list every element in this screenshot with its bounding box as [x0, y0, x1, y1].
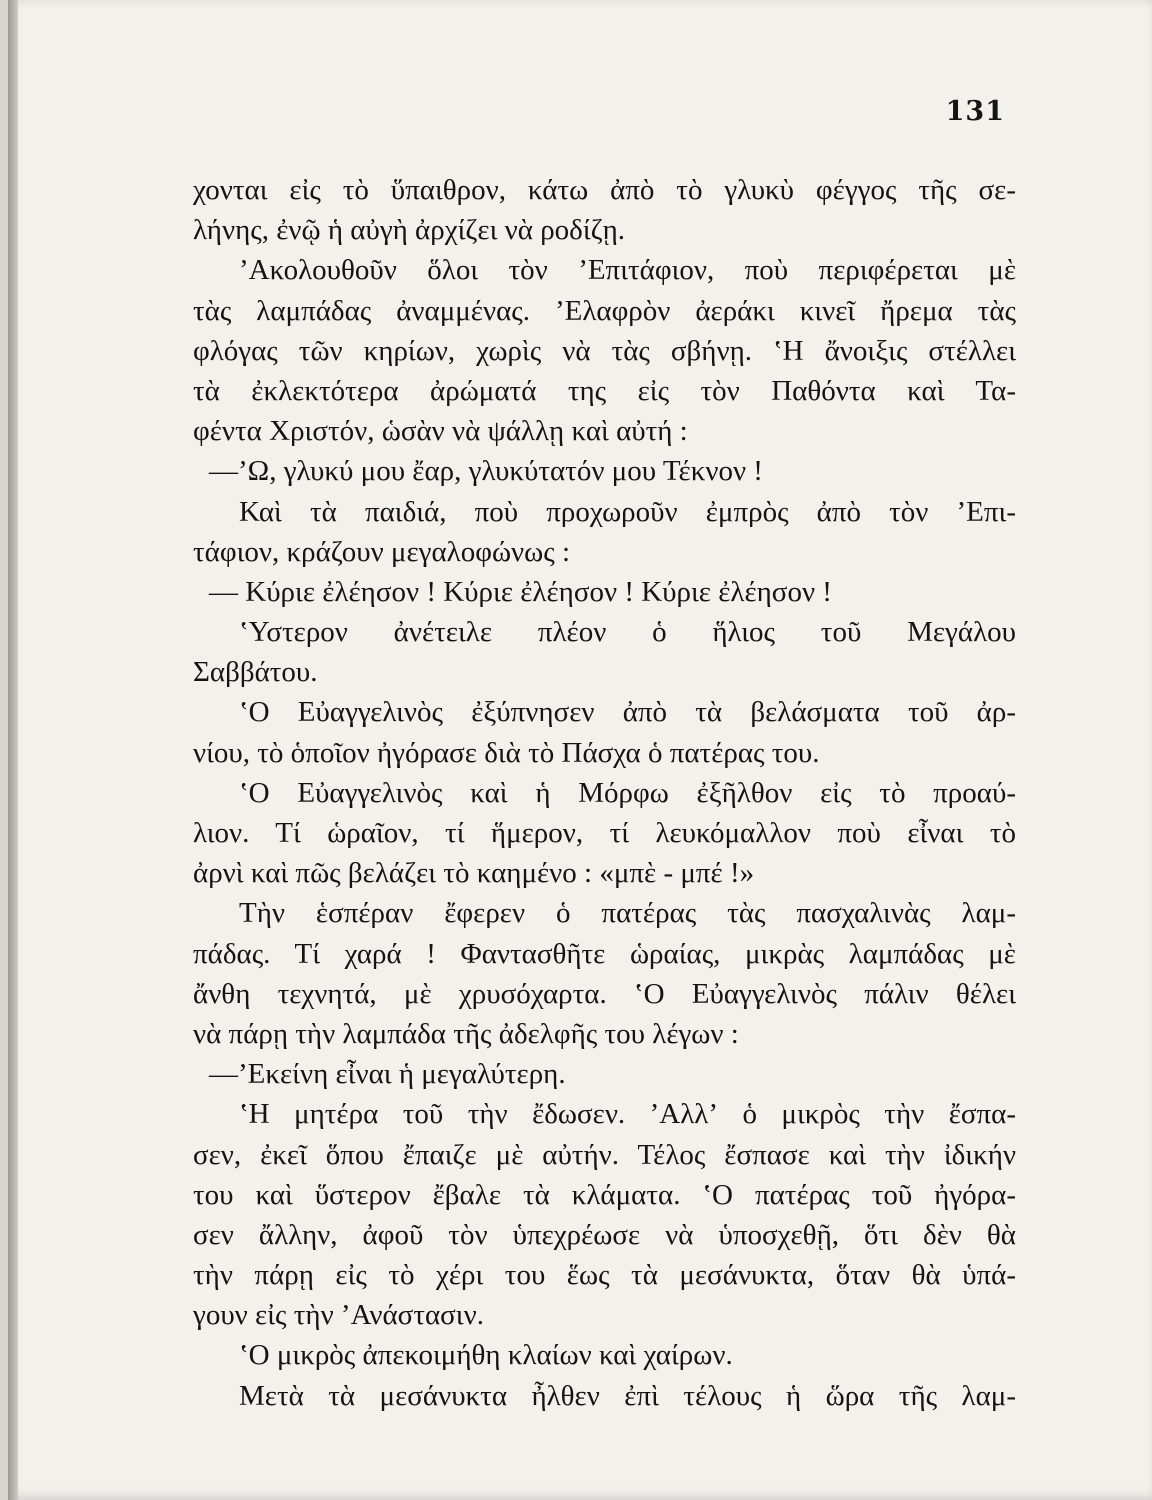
text-line: τὴν πάρῃ εἰς τὸ χέρι του ἕως τὰ μεσάνυκτα, ὅταν θὰ ὑπά- — [193, 1259, 1016, 1292]
text-line: —ʼΕκείνη εἶναι ἡ μεγαλύτερη. — [209, 1058, 566, 1091]
text-line: τὰ ἐκλεκτότερα ἀρώματά της εἰς τὸν Παθόντα καὶ Τα- — [193, 374, 1016, 407]
text-line: Μετὰ τὰ μεσάνυκτα ἦλθεν ἐπὶ τέλους ἡ ὥρα τῆς λαμ- — [239, 1379, 1016, 1412]
book-page — [8, 0, 1152, 1500]
text-line: πάδας. Τί χαρά ! Φαντασθῆτε ὡραίας, μικρὰς λαμπάδας μὲ — [193, 937, 1016, 970]
text-line: σεν ἄλλην, ἀφοῦ τὸν ὑπεχρέωσε νὰ ὑποσχεθῇ, ὅτι δὲν θὰ — [193, 1218, 1016, 1251]
text-line: ἄνθη τεχνητά, μὲ χρυσόχαρτα. ʽΟ Εὐαγγελινὸς πάλιν θέλει — [193, 977, 1016, 1010]
text-line: νὰ πάρῃ τὴν λαμπάδα τῆς ἀδελφῆς του λέγων : — [193, 1017, 739, 1050]
page-number: 131 — [945, 96, 1005, 127]
text-line: ʽΟ Εὐαγγελινὸς ἐξύπνησεν ἀπὸ τὰ βελάσματα τοῦ ἀρ- — [239, 696, 1016, 729]
text-line: —ʼΩ, γλυκύ μου ἔαρ, γλυκύτατόν μου Τέκνον ! — [209, 455, 763, 488]
text-line: ʽΟ μικρὸς ἀπεκοιμήθη κλαίων καὶ χαίρων. — [239, 1339, 733, 1372]
text-line: φέντα Χριστόν, ὡσὰν νὰ ψάλλῃ καὶ αὐτή : — [193, 415, 688, 448]
text-line: ἀρνὶ καὶ πῶς βελάζει τὸ καημένο : «μπὲ - μπέ !» — [193, 857, 755, 890]
text-line: Σαββάτου. — [193, 656, 318, 689]
text-line: τάφιον, κράζουν μεγαλοφώνως : — [193, 535, 571, 568]
text-line: του καὶ ὕστερον ἔβαλε τὰ κλάματα. ʽΟ πατέρας τοῦ ἠγόρα- — [193, 1178, 1016, 1211]
text-line: φλόγας τῶν κηρίων, χωρὶς νὰ τὰς σβήνῃ. ʽΗ ἄνοιξις στέλλει — [193, 334, 1016, 367]
text-line: Καὶ τὰ παιδιά, ποὺ προχωροῦν ἐμπρὸς ἀπὸ τὸν ʼΕπι- — [239, 495, 1016, 528]
text-line: λήνης, ἐνῷ ἡ αὐγὴ ἀρχίζει νὰ ροδίζῃ. — [193, 214, 626, 247]
text-line: λιον. Τί ὡραῖον, τί ἥμερον, τί λευκόμαλλον ποὺ εἶναι τὸ — [193, 817, 1016, 849]
text-line: Τὴν ἑσπέραν ἔφερεν ὁ πατέρας τὰς πασχαλινὰς λαμ- — [239, 897, 1016, 930]
text-line: ʼΑκολουθοῦν ὅλοι τὸν ʼΕπιτάφιον, ποὺ περιφέρεται μὲ — [239, 254, 1016, 287]
body-text — [193, 170, 1016, 1416]
text-line: τὰς λαμπάδας ἀναμμένας. ʼΕλαφρὸν ἀεράκι κινεῖ ἤρεμα τὰς — [193, 294, 1016, 327]
text-line: σεν, ἐκεῖ ὅπου ἔπαιζε μὲ αὐτήν. Τέλος ἔσπασε καὶ τὴν ἰδικήν — [193, 1138, 1016, 1171]
text-line: νίου, τὸ ὁποῖον ἠγόρασε διὰ τὸ Πάσχα ὁ πατέρας του. — [193, 736, 820, 769]
text-line: ʽΥστερον ἀνέτειλε πλέον ὁ ἥλιος τοῦ Μεγάλου — [239, 616, 1016, 649]
page-binding-edge — [8, 0, 18, 1500]
text-line: ʽΗ μητέρα τοῦ τὴν ἔδωσεν. ʼΑλλʼ ὁ μικρὸς τὴν ἔσπα- — [239, 1098, 1016, 1131]
text-line: ʽΟ Εὐαγγελινὸς καὶ ἡ Μόρφω ἐξῆλθον εἰς τὸ προαύ- — [239, 776, 1016, 809]
text-line: χονται εἰς τὸ ὕπαιθρον, κάτω ἀπὸ τὸ γλυκὺ φέγγος τῆς σε- — [193, 174, 1016, 206]
text-line: — Κύριε ἐλέησον ! Κύριε ἐλέησον ! Κύριε ἐλέησον ! — [209, 575, 832, 608]
text-line: γουν εἰς τὴν ʼΑνάστασιν. — [193, 1299, 484, 1332]
